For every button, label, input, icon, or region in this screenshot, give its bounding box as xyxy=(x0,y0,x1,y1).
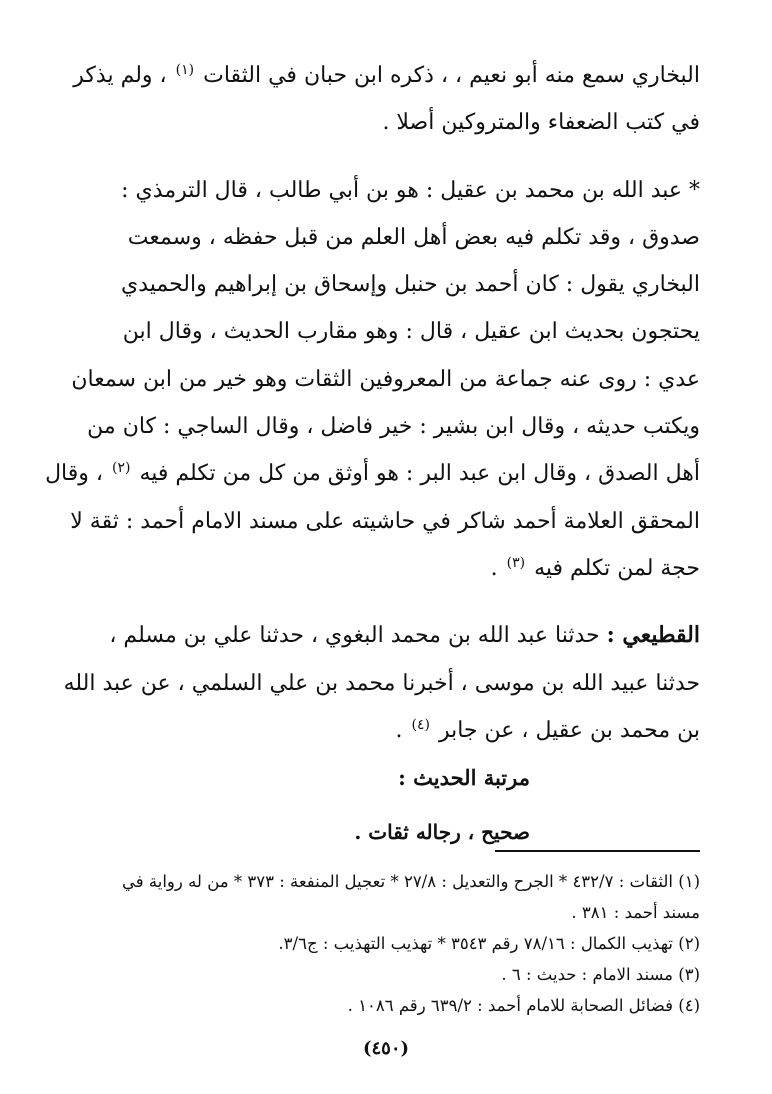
footnote-divider xyxy=(495,850,700,852)
paragraph-1 xyxy=(73,52,700,147)
text-segment: ، ولم يذكر xyxy=(73,63,167,88)
footnote-1-continued: مسند أحمد : ٣٨١ . xyxy=(571,903,700,922)
footnote-1: (١) الثقات : ٤٣٢/٧ * الجرح والتعديل : ٢٧/٨ * تعجيل المنفعة : ٣٧٣ * من له رواية في xyxy=(122,872,700,891)
paragraph-3-line-2: حدثنا عبيد الله بن موسى ، أخبرنا محمد بن علي السلمي ، عن عبد الله xyxy=(63,670,700,696)
paragraph-2-line-8: المحقق العلامة أحمد شاكر في حاشيته على مسند الامام أحمد : ثقة لا xyxy=(70,508,700,534)
paragraph-3 xyxy=(63,612,700,754)
text-segment: . xyxy=(395,717,403,743)
hadith-verdict: صحيح ، رجاله ثقات . xyxy=(354,820,530,845)
text-segment: ، وقال xyxy=(45,461,103,487)
footnote-4: (٤) فضائل الصحابة للامام أحمد : ٦٣٩/٢ رقم ١٠٨٦ . xyxy=(347,996,700,1015)
paragraph-1-line-2: في كتب الضعفاء والمتروكين أصلا . xyxy=(382,110,700,136)
footnote-ref-1: (١) xyxy=(175,61,195,78)
text-segment: البخاري سمع منه أبو نعيم ، ، ذكره ابن حبان في الثقات xyxy=(203,63,700,88)
text-segment: أهل الصدق ، وقال ابن عبد البر : هو أوثق من كل من تكلم فيه xyxy=(139,461,700,487)
text-segment: بن محمد بن عقيل ، عن جابر xyxy=(438,717,700,743)
section-heading: مرتبة الحديث : xyxy=(398,765,530,791)
paragraph-2-line-2: صدوق ، وقد تكلم فيه بعض أهل العلم من قبل حفظه ، وسمعت xyxy=(127,224,700,250)
page-number: (٤٥٠) xyxy=(362,1038,410,1059)
footnote-ref-4: (٤) xyxy=(411,716,430,733)
paragraph-3-line-3 xyxy=(78,707,700,754)
paragraph-2-line-6: ويكتب حديثه ، وقال ابن بشير : خير فاضل ، وقال الساجي : كان من xyxy=(87,414,700,440)
footnote-3: (٣) مسند الامام : حديث : ٦ . xyxy=(501,965,700,984)
page-body xyxy=(45,52,700,1015)
footnotes-list xyxy=(78,866,700,1021)
narrator-label: القطيعي : xyxy=(606,622,700,649)
footnote-ref-3: (٣) xyxy=(506,554,526,571)
paragraph-2-line-5: عدي : روى عنه جماعة من المعروفين الثقات وهو خير من ابن سمعان xyxy=(71,366,700,392)
footnote-2: (٢) تهذيب الكمال : ٧٨/١٦ رقم ٣٥٤٣ * تهذيب التهذيب : ج٣/٦. xyxy=(278,934,700,953)
paragraph-2-line-7 xyxy=(45,450,700,497)
paragraph-3-line-1 xyxy=(78,612,700,659)
paragraph-1-line-1 xyxy=(73,52,700,99)
text-segment: حدثنا عبد الله بن محمد البغوي ، حدثنا علي بن مسلم ، xyxy=(109,623,600,649)
paragraph-2-line-9 xyxy=(78,545,700,592)
footnote-ref-2: (٢) xyxy=(111,460,131,477)
text-segment: حجة لمن تكلم فيه xyxy=(534,555,700,581)
text-segment: . xyxy=(490,555,498,581)
paragraph-2-line-4: يحتجون بحديث ابن عقيل ، قال : وهو مقارب الحديث ، وقال ابن xyxy=(122,319,700,345)
paragraph-2 xyxy=(45,167,700,593)
paragraph-2-line-3: البخاري يقول : كان أحمد بن حنبل وإسحاق بن إبراهيم والحميدي xyxy=(120,272,700,298)
paragraph-2-line-1: * عبد الله بن محمد بن عقيل : هو بن أبي طالب ، قال الترمذي : xyxy=(121,177,700,203)
